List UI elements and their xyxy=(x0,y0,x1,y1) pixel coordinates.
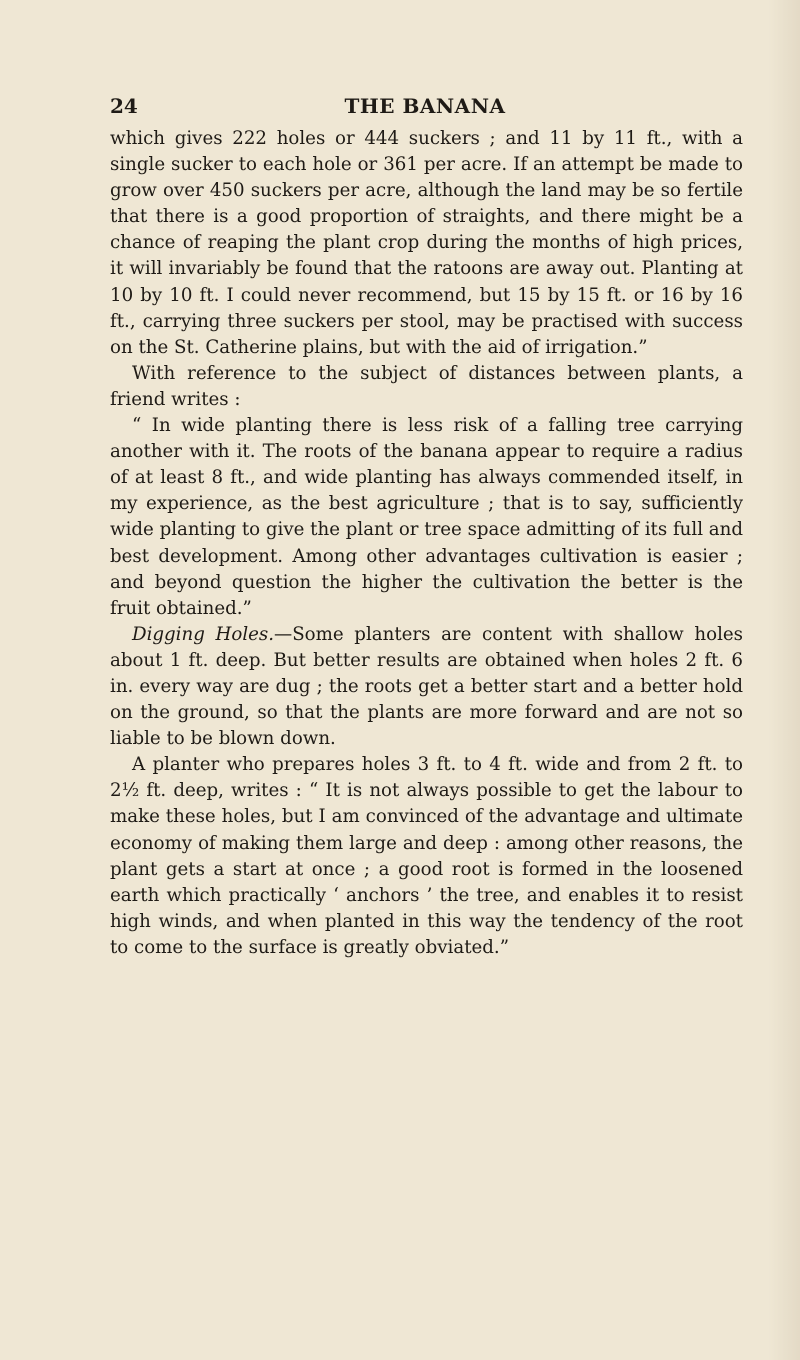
running-title: THE BANANA xyxy=(344,94,506,118)
paragraph-4 xyxy=(110,622,743,752)
section-heading-digging-holes: Digging Holes. xyxy=(132,623,275,645)
paragraph-3: “ In wide planting there is less risk of a falling tree carrying another with it. The roots of the banana appear to require a radius of at least 8 ft., and wide planting has always commended itself, in my experience, as the best agriculture ; that is to say, sufficiently wide planting to give the plant or tree space admitting of its full and best development. Among other advantages cultivation is easier ; and beyond question the higher the cultivation the better is the fruit obtained.” xyxy=(110,415,744,619)
paragraph-2: With reference to the subject of distances between plants, a friend writes : xyxy=(110,362,743,410)
page-header xyxy=(110,94,740,124)
paragraph-1: which gives 222 holes or 444 suckers ; and 11 by 11 ft., with a single sucker to each hole or 361 per acre. If an attempt be made to grow over 450 suckers per acre, although the land may be so fertile that there is a good proportion of straights, and there might be a chance of reaping the plant crop during the months of high prices, it will invariably be found that the ratoons are away out. Planting at 10 by 10 ft. I could never recommend, but 15 by 15 ft. or 16 by 16 ft., carrying three suckers per stool, may be practised with success on the St. Catherine plains, but with the aid of irrigation.” xyxy=(110,128,743,358)
paragraph-4-text: —Some planters are content with shallow holes about 1 ft. deep. But better results are obtained when holes 2 ft. 6 in. every way are dug ; the roots get a better start and a better hold on the ground, so that the plants are more forward and are not so liable to be blown down. xyxy=(110,623,743,750)
body-text xyxy=(110,126,743,961)
paragraph-5: A planter who prepares holes 3 ft. to 4 ft. wide and from 2 ft. to 2½ ft. deep, writes : “ It is not always possible to get the labour to make these holes, but I am convinced of the advantage and ultimate economy of making them large and deep : among other reasons, the plant gets a start at once ; a good root is formed in the loosened earth which practically ‘ anchors ’ the tree, and enables it to resist high winds, and when planted in this way the tendency of the root to come to the surface is greatly obviated.” xyxy=(110,754,743,958)
page-number: 24 xyxy=(110,94,138,118)
